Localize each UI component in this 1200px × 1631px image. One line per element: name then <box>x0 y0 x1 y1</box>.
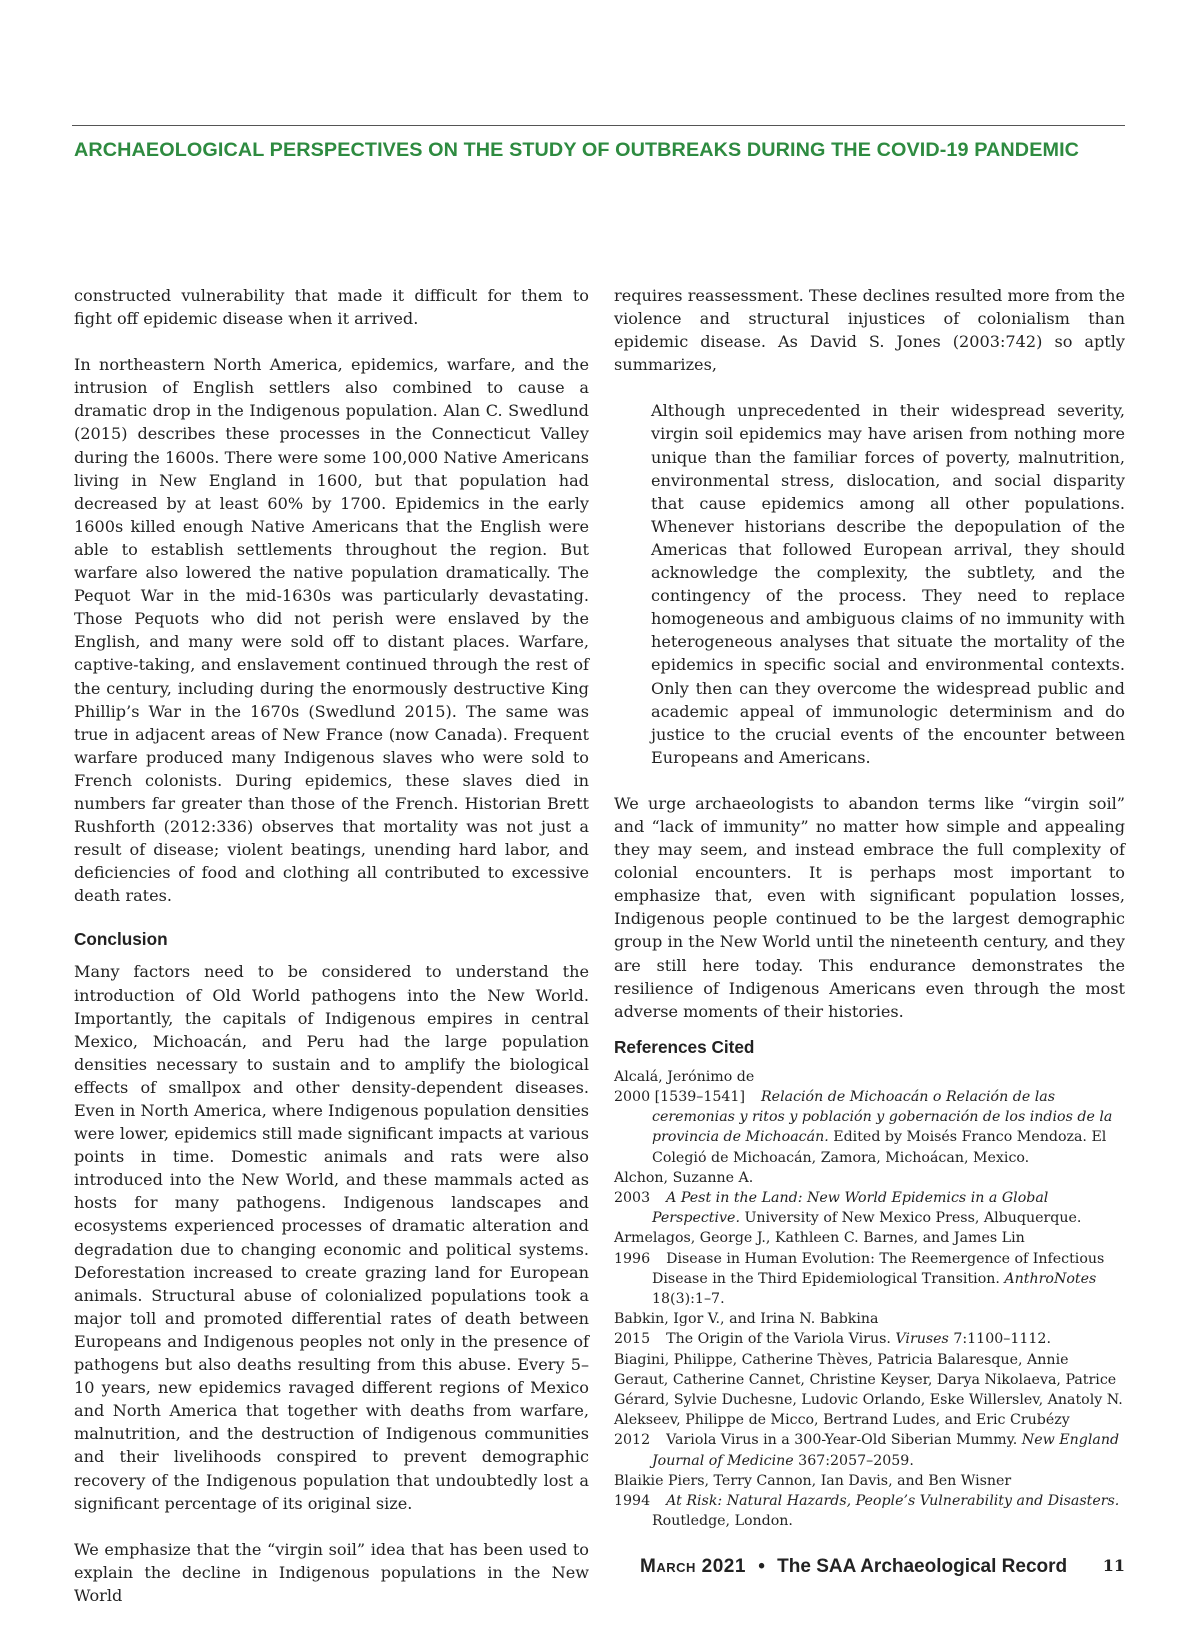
right-column <box>614 284 1125 1531</box>
reference-year: 2000 [1539–1541] <box>614 1089 745 1106</box>
paragraph: requires reassessment. These declines resulted more from the violence and structural injustices of colonialism than epidemic disease. As David S. Jones (2003:742) so aptly summarizes, <box>614 286 1125 375</box>
footer-issue-date: March 2021 <box>640 1556 746 1577</box>
left-column <box>74 284 589 1607</box>
reference-text: Variola Virus in a 300-Year-Old Siberian Mummy. <box>666 1432 1022 1449</box>
block-quote: Although unprecedented in their widespread severity, virgin soil epidemics may have arisen from nothing more unique than the familiar forces of poverty, malnutrition, environmental stress, dislocation, and social disparity that cause epidemics among all other populations. Whenever historians describe the depopulation of the Americas that followed European arrival, they should acknowledge the complexity, the subtlety, and the contingency of the process. They need to replace homogeneous and ambiguous claims of no immunity with heterogeneous analyses that situate the mortality of the epidemics in specific social and environmental contexts. Only then can they overcome the widespread public and academic appeal of immunologic determinism and do justice to the crucial events of the encounter between Europeans and Americans. <box>651 401 1125 767</box>
reference-entry <box>614 1491 1125 1531</box>
reference-title: AnthroNotes <box>1004 1270 1097 1287</box>
reference-title: New England Journal of Medicine <box>652 1432 1120 1469</box>
page-footer <box>640 1556 1125 1578</box>
page-number: 11 <box>1102 1556 1125 1575</box>
paragraph: Many factors need to be considered to understand the introduction of Old World pathogens into the New World. Importantly, the capitals of Indigenous empires in central Mexico, Michoacán, and Peru had the large population densities necessary to sustain and to amplify the biological effects of smallpox and other density-dependent diseases. Even in North America, where Indigenous population densities were lower, epidemics still made significant impacts at various points in time. Domestic animals and rats were also introduced into the New World, and these mammals acted as hosts for many pathogens. Indigenous landscapes and ecosystems experienced processes of dramatic alteration and degradation due to changing economic and political systems. Deforestation increased to create grazing land for European animals. Structural abuse of colonialized populations took a major toll and promoted differential rates of death between Europeans and Indigenous peoples not only in the presence of pathogens but also deaths resulting from this abuse. Every 5–10 years, new epidemics ravaged different regions of Mexico and North America that together with deaths from warfare, malnutrition, and the destruction of Indigenous communities and their livelihoods conspired to prevent demographic recovery of the Indigenous population that undoubtedly lost a significant percentage of its original size. <box>74 962 589 1513</box>
paragraph: We emphasize that the “virgin soil” idea that has been used to explain the decline in Indigenous populations in the New World <box>74 1539 589 1605</box>
reference-text: The Origin of the Variola Virus. <box>666 1331 896 1348</box>
running-header-title: ARCHAEOLOGICAL PERSPECTIVES ON THE STUDY OF OUTBREAKS DURING THE COVID-19 PANDEMIC <box>74 139 1080 161</box>
reference-title: A Pest in the Land: New World Epidemics in a Global Perspective. <box>652 1190 1049 1227</box>
paragraph: We urge archaeologists to abandon terms like “virgin soil” and “lack of immunity” no matter how simple and appealing they may seem, and instead embrace the full complexity of colonial encounters. It is perhaps most important to emphasize that, even with significant population losses, Indigenous people continued to be the largest demographic group in the New World until the nineteenth century, and they are still here today. This endurance demonstrates the resilience of Indigenous Americans even through the most adverse moments of their histories. <box>614 793 1125 1021</box>
reference-author: Babkin, Igor V., and Irina N. Babkina <box>614 1311 879 1328</box>
paragraph: constructed vulnerability that made it difficult for them to fight off epidemic disease when it arrived. <box>74 286 589 329</box>
reference-text: Routledge, London. <box>652 1513 793 1530</box>
reference-entry <box>614 1249 1125 1310</box>
reference-author: Alcalá, Jerónimo de <box>614 1068 755 1085</box>
footer-publication: The SAA Archaeological Record <box>777 1556 1068 1577</box>
reference-author: Blaikie Piers, Terry Cannon, Ian Davis, and Ben Wisner <box>614 1472 1012 1489</box>
reference-entry <box>614 1188 1125 1228</box>
reference-title: At Risk: Natural Hazards, People’s Vulnerability and Disasters. <box>666 1493 1120 1510</box>
reference-author: Armelagos, George J., Kathleen C. Barnes, and James Lin <box>614 1230 1025 1247</box>
reference-text: University of New Mexico Press, Albuquerque. <box>739 1210 1082 1227</box>
reference-author: Alchon, Suzanne A. <box>614 1169 754 1186</box>
conclusion-heading: Conclusion <box>74 929 168 950</box>
reference-year: 1996 <box>614 1250 651 1267</box>
reference-author: Biagini, Philippe, Catherine Thèves, Patricia Balaresque, Annie Geraut, Catherine Cannet, Christine Keyser, Darya Nikolaeva, Patrice Gérard, Sylvie Duchesne, Ludovic Orlando, Eske Willerslev, Anatoly N. Alekseev, Philippe de Micco, Bertrand Ludes, and Eric Crubézy <box>614 1351 1123 1429</box>
reference-text: 7:1100–1112. <box>948 1331 1051 1348</box>
reference-year: 1994 <box>614 1493 651 1510</box>
reference-text: Edited by Moisés Franco Mendoza. El Colegió de Michoacán, Zamora, Michoácan, Mexico. <box>652 1129 1107 1166</box>
reference-entry <box>614 1430 1125 1470</box>
reference-text: 18(3):1–7. <box>652 1291 725 1308</box>
reference-title: Relación de Michoacán o Relación de las ceremonias y ritos y población y gobernación de los indios de la provincia de Michoacán. <box>652 1089 1113 1146</box>
references-list <box>614 1067 1125 1532</box>
reference-year: 2003 <box>614 1190 651 1207</box>
reference-entry <box>614 1329 1125 1349</box>
reference-entry <box>614 1087 1125 1168</box>
reference-year: 2012 <box>614 1432 651 1449</box>
reference-title: Viruses <box>895 1331 949 1348</box>
reference-text: Disease in Human Evolution: The Reemergence of Infectious Disease in the Third Epidemiological Transition. <box>652 1250 1105 1287</box>
reference-year: 2015 <box>614 1331 651 1348</box>
header-rule <box>72 125 1125 126</box>
references-heading: References Cited <box>614 1036 755 1057</box>
paragraph: In northeastern North America, epidemics, warfare, and the intrusion of English settlers also combined to cause a dramatic drop in the Indigenous population. Alan C. Swedlund (2015) describes these processes in the Connecticut Valley during the 1600s. There were some 100,000 Native Americans living in New England in 1600, but that population had decreased by at least 60% by 1700. Epidemics in the early 1600s killed enough Native Americans that the English were able to establish settlements throughout the region. But warfare also lowered the native population dramatically. The Pequot War in the mid-1630s was particularly devastating. Those Pequots who did not perish were enslaved by the English, and many were sold off to distant places. Warfare, captive-taking, and enslavement continued through the rest of the century, including during the enormously destructive King Phillip’s War in the 1670s (Swedlund 2015). The same was true in adjacent areas of New France (now Canada). Frequent warfare produced many Indigenous slaves who were sold to French colonists. During epidemics, these slaves died in numbers far greater than those of the French. Historian Brett Rushforth (2012:336) observes that mortality was not just a result of disease; violent beatings, unending hard labor, and deficiencies of food and clothing all contributed to excessive death rates. <box>74 355 589 906</box>
reference-text: 367:2057–2059. <box>793 1452 914 1469</box>
footer-bullet: • <box>758 1556 765 1577</box>
